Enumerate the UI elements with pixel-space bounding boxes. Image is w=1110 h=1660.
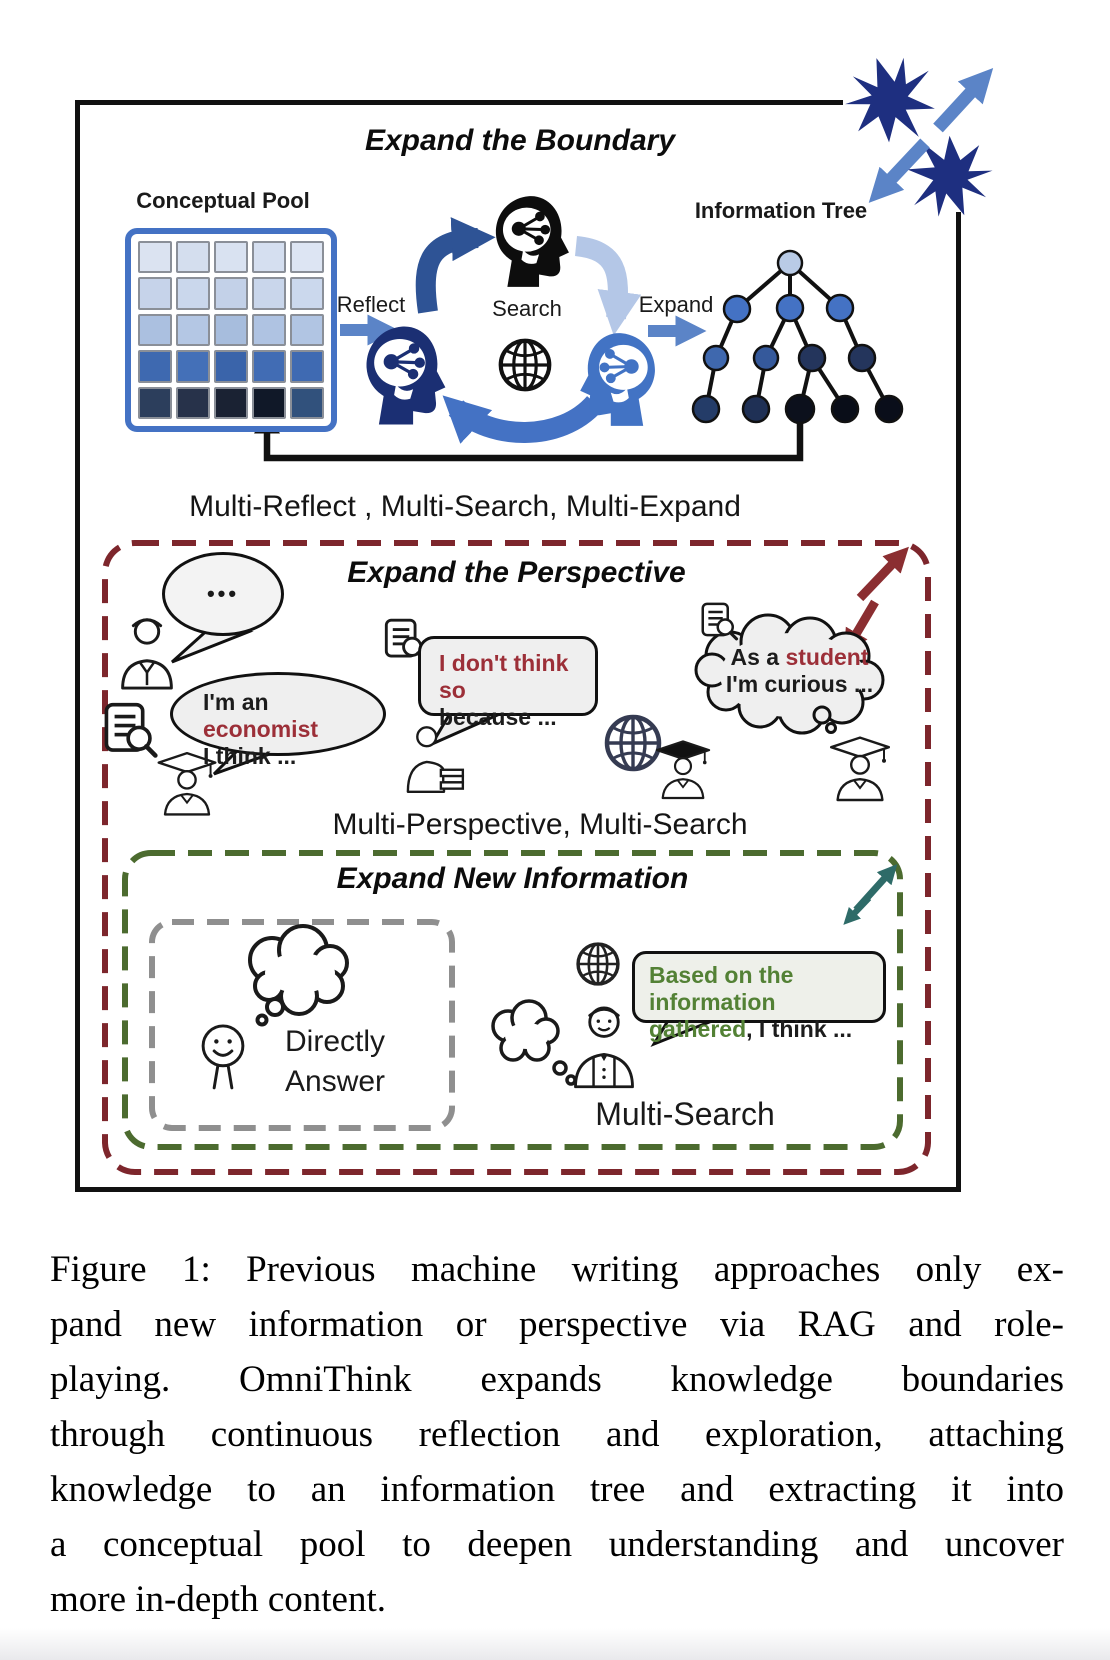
pool-cell (138, 314, 172, 346)
page-bottom-fade (0, 1628, 1110, 1660)
dots-text: ••• (206, 581, 240, 606)
caption-line: a conceptual pool to deepen understanding and uncover (50, 1524, 1064, 1565)
speaker-person-icon (576, 1008, 633, 1087)
tree-node (799, 345, 825, 371)
pool-cell (252, 277, 286, 309)
tree-node (743, 396, 769, 422)
disagree-text-red: I don't think so (439, 650, 569, 703)
tree-node (704, 346, 728, 370)
graduate-black-cap-icon (657, 741, 709, 798)
tree-node (754, 346, 778, 370)
tree-node (693, 396, 719, 422)
pool-cell (176, 387, 210, 419)
tree-node (849, 345, 875, 371)
caption-line: Figure 1: Previous machine writing approaches only ex- (50, 1249, 1064, 1290)
pool-cell (138, 277, 172, 309)
pool-cell (290, 241, 324, 273)
pool-cell (290, 350, 324, 382)
information-tree (693, 251, 902, 423)
directly-line2: Answer (285, 1065, 386, 1098)
pool-cell (290, 314, 324, 346)
caption-line: playing. OmniThink expands knowledge boundaries (50, 1359, 1064, 1400)
pool-cell (176, 314, 210, 346)
disagree-text-line2: because ... (439, 704, 557, 730)
pool-cell (176, 241, 210, 273)
caption-line: through continuous reflection and exploration, attaching (50, 1414, 1064, 1455)
web-globe-icon (578, 944, 618, 984)
student-icon (831, 738, 889, 800)
smiley-figure-icon (203, 1026, 243, 1088)
pool-cell (214, 350, 248, 382)
tree-node (777, 295, 803, 321)
directly-line1: Directly (285, 1025, 386, 1058)
based-text-green1: Based on the information (649, 962, 794, 1015)
student-text-line2: I'm curious ... (725, 671, 874, 697)
document-search-icon (703, 604, 737, 639)
figure-caption (50, 1242, 1064, 1627)
tree-node (876, 396, 902, 422)
pool-cell (252, 241, 286, 273)
small-thought-cloud (493, 1001, 575, 1084)
caption-line: more in-depth content. (50, 1579, 386, 1620)
based-text-green2: gathered (649, 1016, 747, 1042)
student-text-red: student (785, 644, 869, 670)
web-globe-icon (607, 717, 659, 769)
expand-label: Expand (638, 292, 714, 317)
disagree-speech-bubble (418, 636, 598, 730)
pool-cell (214, 314, 248, 346)
caption-line: pand new information or perspective via RAG and role- (50, 1304, 1064, 1345)
based-speech-bubble (632, 951, 886, 1042)
economist-speech-bubble (170, 672, 386, 769)
information-tree-label: Information Tree (694, 198, 868, 223)
moderator-person-icon (123, 620, 172, 688)
tree-node (786, 395, 814, 423)
pool-cell (214, 387, 248, 419)
tree-node (724, 296, 750, 322)
web-globe-icon (501, 341, 550, 390)
economist-text-red: economist (203, 716, 319, 742)
perspective-title: Expand the Perspective (347, 556, 686, 589)
reflect-label: Reflect (336, 292, 406, 317)
document-search-icon (106, 705, 155, 756)
based-text-black: , I think ... (746, 1016, 853, 1042)
pool-cell (252, 350, 286, 382)
expand-brain-head-icon (580, 333, 655, 426)
caption-line: knowledge to an information tree and extracting it into (50, 1469, 1064, 1510)
person-with-books-icon (408, 727, 463, 791)
perspective-summary: Multi-Perspective, Multi-Search (332, 808, 748, 841)
multi-search-label: Multi-Search (595, 1096, 775, 1132)
pool-cell (214, 241, 248, 273)
conceptual-pool-label: Conceptual Pool (136, 188, 310, 213)
boundary-title: Expand the Boundary (364, 124, 676, 157)
economist-text-line2: I think ... (203, 743, 297, 769)
new-information-title: Expand New Information (336, 862, 689, 895)
pool-cell (138, 387, 172, 419)
tree-node (827, 295, 853, 321)
pool-cell (176, 277, 210, 309)
student-text-black: As a (730, 644, 786, 670)
pool-cell (252, 314, 286, 346)
pool-cell (214, 277, 248, 309)
thought-cloud (250, 926, 347, 1025)
student-cloud-text (722, 644, 877, 698)
search-brain-head-icon (496, 196, 569, 287)
reflect-brain-head-icon (367, 326, 446, 424)
directly-answer-label (285, 1022, 385, 1102)
search-label: Search (492, 296, 562, 321)
economist-text-black: I'm an (203, 689, 269, 715)
pool-cell (138, 241, 172, 273)
pool-cell (176, 350, 210, 382)
pool-cell (290, 277, 324, 309)
pool-cell (138, 350, 172, 382)
boundary-summary: Multi-Reflect , Multi-Search, Multi-Expand (189, 490, 741, 523)
pool-cell (252, 387, 286, 419)
tree-node (832, 396, 858, 422)
pool-cell (290, 387, 324, 419)
tree-node (778, 251, 802, 275)
conceptual-pool-grid (125, 228, 337, 432)
